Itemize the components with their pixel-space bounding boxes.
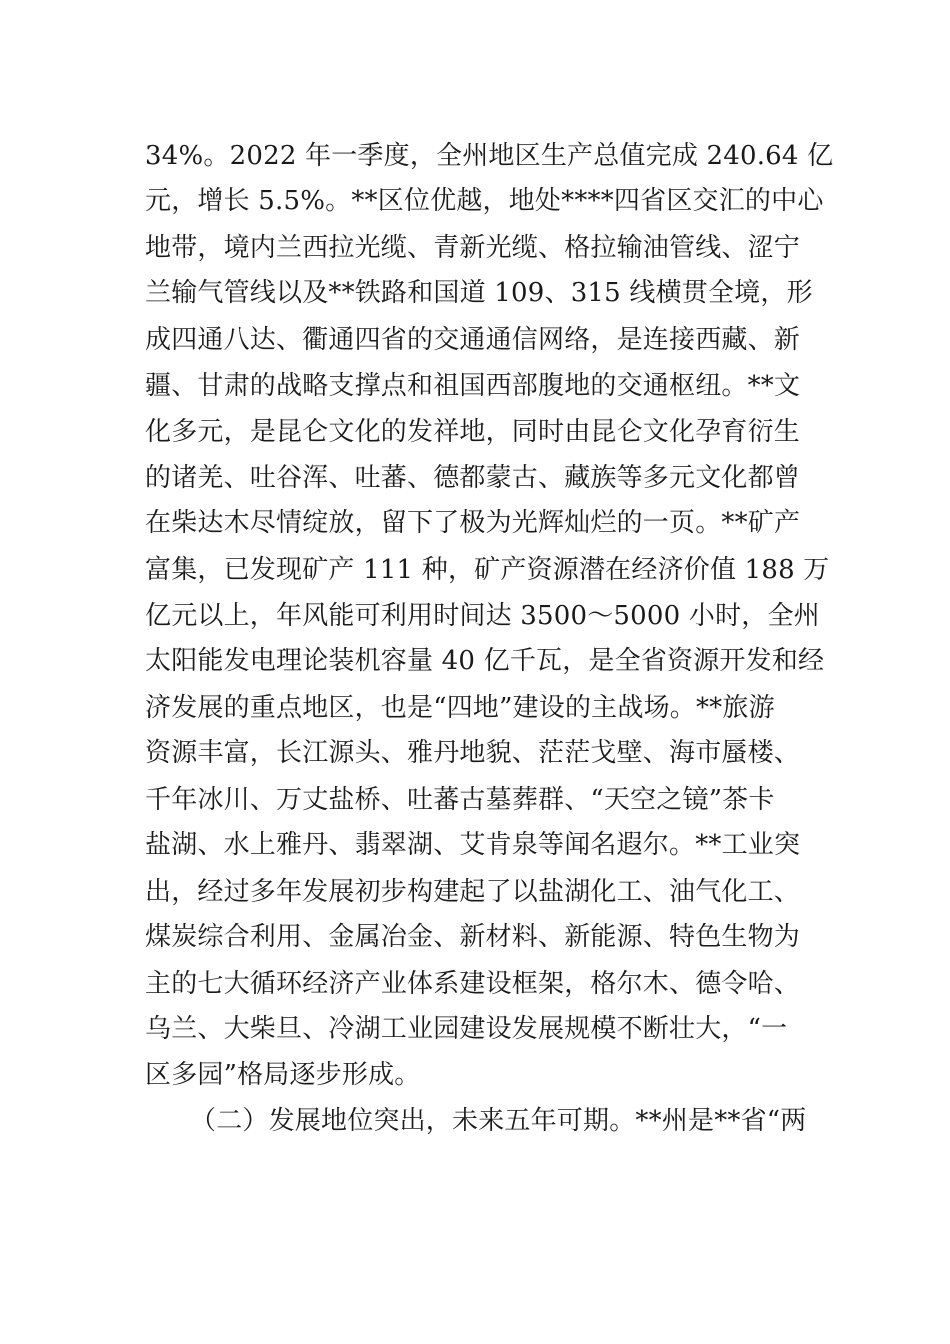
body-text-line: 在柴达木尽情绽放，留下了极为光辉灿烂的一页。**矿产 <box>145 508 801 538</box>
body-text-line: 兰输气管线以及**铁路和国道 109、315 线横贯全境，形 <box>145 278 813 308</box>
body-text-line: 乌兰、大柴旦、冷湖工业园建设发展规模不断壮大，“一 <box>145 1014 788 1044</box>
body-text-line: 34%。2022 年一季度，全州地区生产总值完成 240.64 亿 <box>145 141 834 171</box>
body-text-line: 成四通八达、衢通四省的交通通信网络，是连接西藏、新 <box>145 325 801 355</box>
body-text-line: 资源丰富，长江源头、雅丹地貌、茫茫戈壁、海市蜃楼、 <box>145 738 801 768</box>
body-text-line: 的诸羌、吐谷浑、吐蕃、德都蒙古、藏族等多元文化都曾 <box>145 463 801 493</box>
body-text-line: 地带，境内兰西拉光缆、青新光缆、格拉输油管线、涩宁 <box>145 233 801 263</box>
body-text-line: 化多元，是昆仑文化的发祥地，同时由昆仑文化孕育衍生 <box>145 417 801 447</box>
body-text-line: 主的七大循环经济产业体系建设框架，格尔木、德令哈、 <box>145 969 801 999</box>
body-text-line: 太阳能发电理论装机容量 40 亿千瓦，是全省资源开发和经 <box>145 646 825 676</box>
section-heading-line: （二）发展地位突出，未来五年可期。**州是**省“两 <box>190 1106 807 1136</box>
body-text-line: 煤炭综合利用、金属冶金、新材料、新能源、特色生物为 <box>145 922 801 952</box>
body-text-line: 盐湖、水上雅丹、翡翠湖、艾肯泉等闻名遐尔。**工业突 <box>145 830 801 860</box>
body-text-line: 元，增长 5.5%。**区位优越，地处****四省区交汇的中心 <box>145 186 824 216</box>
body-text-line: 疆、甘肃的战略支撑点和祖国西部腹地的交通枢纽。**文 <box>145 371 801 401</box>
body-text-line: 出，经过多年发展初步构建起了以盐湖化工、油气化工、 <box>145 877 801 907</box>
body-text-line: 千年冰川、万丈盐桥、吐蕃古墓葬群、“天空之镜”茶卡 <box>145 785 775 815</box>
body-text-line: 亿元以上，年风能可利用时间达 3500～5000 小时，全州 <box>145 601 820 631</box>
body-text-line: 济发展的重点地区，也是“四地”建设的主战场。**旅游 <box>145 693 775 723</box>
body-text-line: 富集，已发现矿产 111 种，矿产资源潜在经济价值 188 万 <box>145 555 830 585</box>
body-text-line: 区多园”格局逐步形成。 <box>145 1060 421 1090</box>
